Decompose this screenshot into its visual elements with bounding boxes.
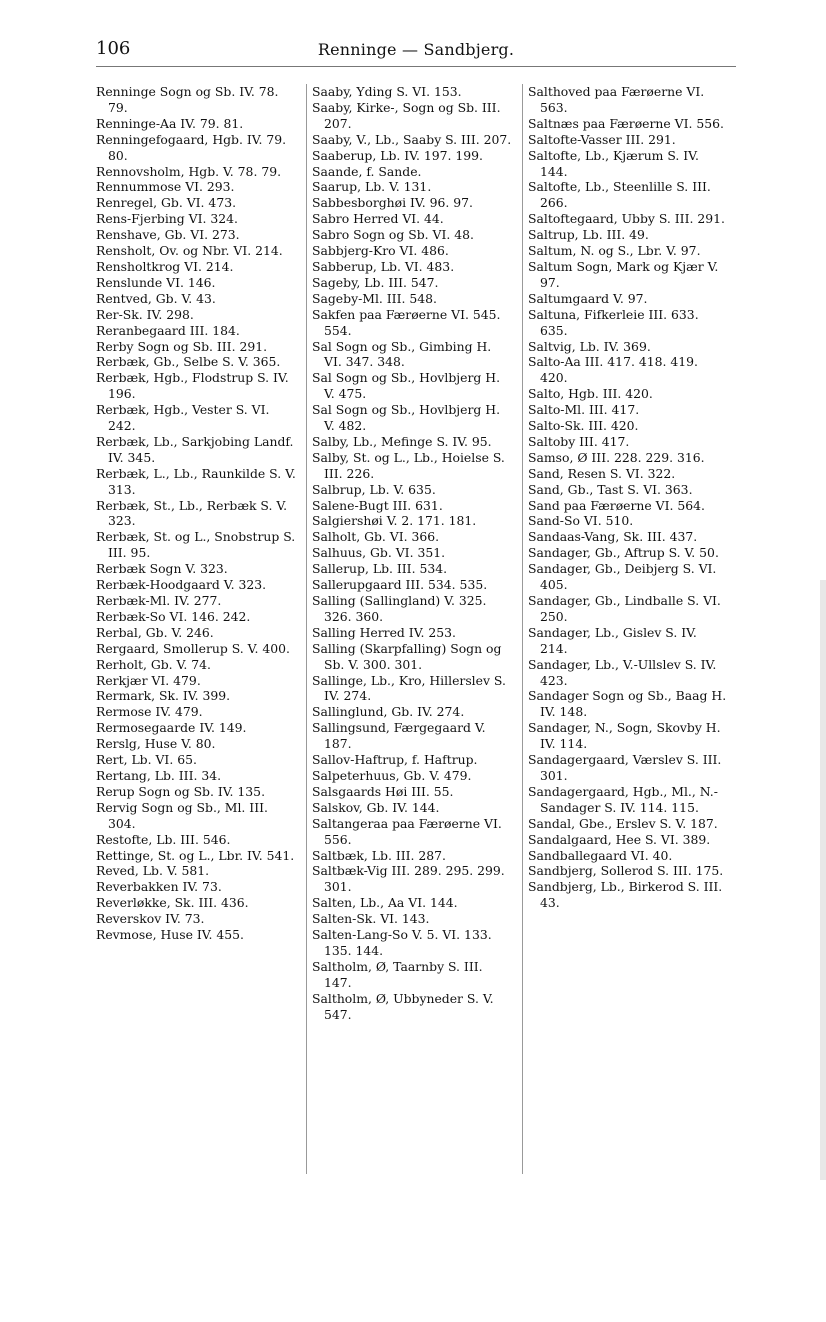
index-entry: Sand-So VI. 510. [528, 513, 634, 529]
index-entry: Rerkjær VI. 479. [96, 672, 201, 688]
index-entry: Sandballegaard VI. 40. [528, 847, 673, 863]
index-entry: Saltrup, Lb. III. 49. [528, 227, 649, 243]
index-entry: Rensholt, Ov. og Nbr. VI. 214. [96, 243, 283, 259]
index-entry: Rerholt, Gb. V. 74. [96, 656, 211, 672]
index-entry: Sandager, Gb., Lindballe S. VI. 250. [528, 593, 721, 624]
index-entry: Sal Sogn og Sb., Gimbing H. VI. 347. 348. [312, 338, 492, 370]
index-entry: Salten-Sk. VI. 143. [312, 911, 430, 927]
index-entry: Sandagergaard, Værslev S. III. 301. [528, 752, 722, 783]
index-entry: Sandbjerg, Lb., Birkerod S. III. 43. [528, 879, 723, 911]
index-entry: Renregel, Gb. VI. 473. [96, 195, 237, 211]
index-entry: Sandager, Lb., Gislev S. IV. 214. [528, 624, 697, 656]
index-entry: Sageby, Lb. III. 547. [312, 274, 439, 290]
index-entry: Sal Sogn og Sb., Hovlbjerg H. V. 475. [312, 370, 501, 402]
index-entry: Saltvig, Lb. IV. 369. [528, 338, 651, 354]
index-entry: Saltum Sogn, Mark og Kjær V. 97. [528, 258, 719, 290]
index-entry: Sandager Sogn og Sb., Baag H. IV. 148. [528, 688, 727, 720]
index-entry: Salten, Lb., Aa VI. 144. [312, 895, 458, 911]
index-entry: Rens-Fjerbing VI. 324. [96, 211, 238, 227]
index-entry: Rerby Sogn og Sb. III. 291. [96, 338, 268, 354]
index-entry: Sandager, Gb., Deibjerg S. VI. 405. [528, 561, 717, 593]
index-entry: Saaby, Kirke-, Sogn og Sb. III. 207. [312, 99, 501, 131]
index-entry: Sandagergaard, Hgb., Ml., N.-Sandager S. IV. 114. 115. [528, 783, 718, 815]
index-entry: Rentved, Gb. V. 43. [96, 290, 216, 306]
index-entry: Saltoftegaard, Ubby S. III. 291. [528, 211, 725, 227]
index-entry: Sabbesborghøi IV. 96. 97. [312, 195, 473, 211]
index-entry: Sabberup, Lb. VI. 483. [312, 258, 455, 274]
index-entry: Salling (Skarpfalling) Sogn og Sb. V. 300. 301. [312, 640, 502, 672]
index-entry: Revmose, Huse IV. 455. [96, 927, 244, 943]
index-entry: Rerbæk-Hoodgaard V. 323. [96, 577, 267, 593]
index-entry: Reverløkke, Sk. III. 436. [96, 895, 249, 911]
index-entry: Reranbegaard III. 184. [96, 322, 240, 338]
index-entry: Rensholtkrog VI. 214. [96, 258, 234, 274]
index-entry: Salto-Ml. III. 417. [528, 402, 640, 418]
index-entry: Saltofte, Lb., Kjærum S. IV. 144. [528, 147, 699, 179]
index-entry: Saltoby III. 417. [528, 433, 630, 449]
index-column-2 [312, 84, 512, 1022]
index-entry: Sandager, Gb., Aftrup S. V. 50. [528, 545, 719, 561]
index-entry: Salby, St. og L., Lb., Hoielse S. III. 226. [312, 449, 505, 481]
index-entry: Rert, Lb. VI. 65. [96, 752, 197, 768]
index-entry: Saltofte-Vasser III. 291. [528, 131, 676, 147]
index-entry: Sageby-Ml. III. 548. [312, 290, 437, 306]
index-entry: Sallerup, Lb. III. 534. [312, 561, 448, 577]
index-entry: Rer-Sk. IV. 298. [96, 306, 194, 322]
index-entry: Salten-Lang-So V. 5. VI. 133. 135. 144. [312, 927, 492, 958]
index-entry: Salsgaards Høi III. 55. [312, 783, 454, 799]
index-entry: Rerslg, Huse V. 80. [96, 736, 216, 752]
index-entry: Salgiershøi V. 2. 171. 181. [312, 513, 477, 529]
index-entry: Sallinge, Lb., Kro, Hillerslev S. IV. 274. [312, 672, 506, 704]
index-entry: Sandbjerg, Sollerod S. III. 175. [528, 863, 724, 879]
page-number: 106 [96, 38, 131, 59]
index-entry: Rerbæk-Ml. IV. 277. [96, 593, 222, 608]
index-entry: Salling Herred IV. 253. [312, 624, 456, 640]
index-entry: Saarup, Lb. V. 131. [312, 179, 432, 195]
index-entry: Sand paa Færøerne VI. 564. [528, 497, 705, 513]
index-entry: Salling (Sallingland) V. 325. 326. 360. [312, 593, 487, 624]
index-entry: Reverbakken IV. 73. [96, 879, 222, 895]
index-entry: Saltholm, Ø, Taarnby S. III. 147. [312, 958, 483, 990]
index-entry: Renningefogaard, Hgb. IV. 79. 80. [96, 131, 287, 163]
index-entry: Salholt, Gb. VI. 366. [312, 529, 440, 545]
index-entry: Sabro Herred VI. 44. [312, 211, 444, 227]
index-entry: Saltbæk, Lb. III. 287. [312, 847, 446, 863]
index-entry: Samso, Ø III. 228. 229. 316. [528, 449, 705, 465]
index-entry: Sabbjerg-Kro VI. 486. [312, 243, 449, 259]
index-entry: Renninge-Aa IV. 79. 81. [96, 115, 244, 131]
index-entry: Salto-Aa III. 417. 418. 419. 420. [528, 354, 698, 386]
page-header [96, 38, 736, 68]
index-entry: Salby, Lb., Mefinge S. IV. 95. [312, 433, 492, 449]
index-entry: Sallinglund, Gb. IV. 274. [312, 704, 465, 720]
index-column-3 [528, 84, 728, 911]
index-entry: Rerbæk, St. og L., Snobstrup S. III. 95. [96, 529, 296, 561]
index-entry: Saaby, Yding S. VI. 153. [312, 84, 462, 99]
index-entry: Salbrup, Lb. V. 635. [312, 481, 436, 497]
index-entry: Sandager, Lb., V.-Ullslev S. IV. 423. [528, 656, 717, 688]
index-entry: Salto, Hgb. III. 420. [528, 386, 653, 402]
index-entry: Rerbæk Sogn V. 323. [96, 561, 228, 577]
index-entry: Salskov, Gb. IV. 144. [312, 799, 440, 815]
index-entry: Reverskov IV. 73. [96, 911, 205, 927]
index-entry: Saltum, N. og S., Lbr. V. 97. [528, 243, 701, 259]
index-entry: Saltnæs paa Færøerne VI. 556. [528, 115, 724, 131]
index-entry: Rertang, Lb. III. 34. [96, 767, 222, 783]
index-entry: Rerbæk-So VI. 146. 242. [96, 608, 251, 624]
index-entry: Sakfen paa Færøerne VI. 545. 554. [312, 306, 501, 338]
index-entry: Saaby, V., Lb., Saaby S. III. 207. [312, 131, 512, 147]
index-entry: Saltofte, Lb., Steenlille S. III. 266. [528, 179, 711, 211]
index-entry: Salene-Bugt III. 631. [312, 497, 443, 513]
index-entry: Rerbæk, Gb., Selbe S. V. 365. [96, 354, 281, 370]
page-edge [820, 580, 826, 1180]
index-entry: Rerbæk, St., Lb., Rerbæk S. V. 323. [96, 497, 288, 529]
index-entry: Salpeterhuus, Gb. V. 479. [312, 767, 472, 783]
index-entry: Rermose IV. 479. [96, 704, 203, 720]
index-entry: Rennovsholm, Hgb. V. 78. 79. [96, 163, 282, 179]
index-entry: Saltuna, Fifkerleie III. 633. 635. [528, 306, 699, 338]
index-entry: Rerbal, Gb. V. 246. [96, 624, 214, 640]
index-entry: Renshave, Gb. VI. 273. [96, 227, 240, 243]
index-entry: Sand, Gb., Tast S. VI. 363. [528, 481, 693, 497]
index-entry: Rermark, Sk. IV. 399. [96, 688, 231, 704]
index-entry: Renslunde VI. 146. [96, 274, 216, 290]
index-entry: Rerup Sogn og Sb. IV. 135. [96, 783, 266, 799]
index-entry: Restofte, Lb. III. 546. [96, 831, 231, 847]
index-entry: Salthoved paa Færøerne VI. 563. [528, 84, 705, 115]
index-entry: Salto-Sk. III. 420. [528, 418, 639, 434]
index-entry: Rennummose VI. 293. [96, 179, 235, 195]
index-entry: Rettinge, St. og L., Lbr. IV. 541. [96, 847, 295, 863]
index-entry: Reved, Lb. V. 581. [96, 863, 210, 879]
index-entry: Sallov-Haftrup, f. Haftrup. [312, 752, 478, 768]
index-entry: Rervig Sogn og Sb., Ml. III. 304. [96, 799, 268, 831]
index-entry: Sandalgaard, Hee S. VI. 389. [528, 831, 711, 847]
index-entry: Rermosegaarde IV. 149. [96, 720, 247, 736]
index-entry: Rerbæk, Hgb., Flodstrup S. IV. 196. [96, 370, 289, 402]
index-entry: Sand, Resen S. VI. 322. [528, 465, 676, 481]
index-entry: Saltumgaard V. 97. [528, 290, 648, 306]
index-entry: Saaberup, Lb. IV. 197. 199. [312, 147, 483, 163]
index-entry: Sallingsund, Færgegaard V. 187. [312, 720, 486, 752]
index-entry: Salhuus, Gb. VI. 351. [312, 545, 446, 561]
index-entry: Saltholm, Ø, Ubbyneder S. V. 547. [312, 990, 494, 1022]
index-entry: Sal Sogn og Sb., Hovlbjerg H. V. 482. [312, 402, 501, 434]
index-column-1 [96, 84, 296, 943]
index-entry: Rerbæk, L., Lb., Raunkilde S. V. 313. [96, 465, 296, 497]
index-entry: Rerbæk, Hgb., Vester S. VI. 242. [96, 402, 270, 434]
header-rule [96, 66, 736, 67]
index-entry: Saltangeraa paa Færøerne VI. 556. [312, 815, 502, 847]
index-entry: Saltbæk-Vig III. 289. 295. 299. 301. [312, 863, 505, 895]
index-columns [96, 84, 740, 1284]
index-entry: Sandal, Gbe., Erslev S. V. 187. [528, 815, 718, 831]
index-entry: Rergaard, Smollerup S. V. 400. [96, 640, 290, 656]
index-entry: Renninge Sogn og Sb. IV. 78. 79. [96, 84, 279, 115]
index-entry: Rerbæk, Lb., Sarkjobing Landf. IV. 345. [96, 433, 294, 465]
running-title: Renninge — Sandbjerg. [317, 40, 515, 59]
index-entry: Sandaas-Vang, Sk. III. 437. [528, 529, 698, 545]
index-entry: Sandager, N., Sogn, Skovby H. IV. 114. [528, 720, 721, 752]
index-entry: Sallerupgaard III. 534. 535. [312, 577, 488, 593]
index-entry: Saande, f. Sande. [312, 163, 422, 179]
index-entry: Sabro Sogn og Sb. VI. 48. [312, 227, 474, 243]
